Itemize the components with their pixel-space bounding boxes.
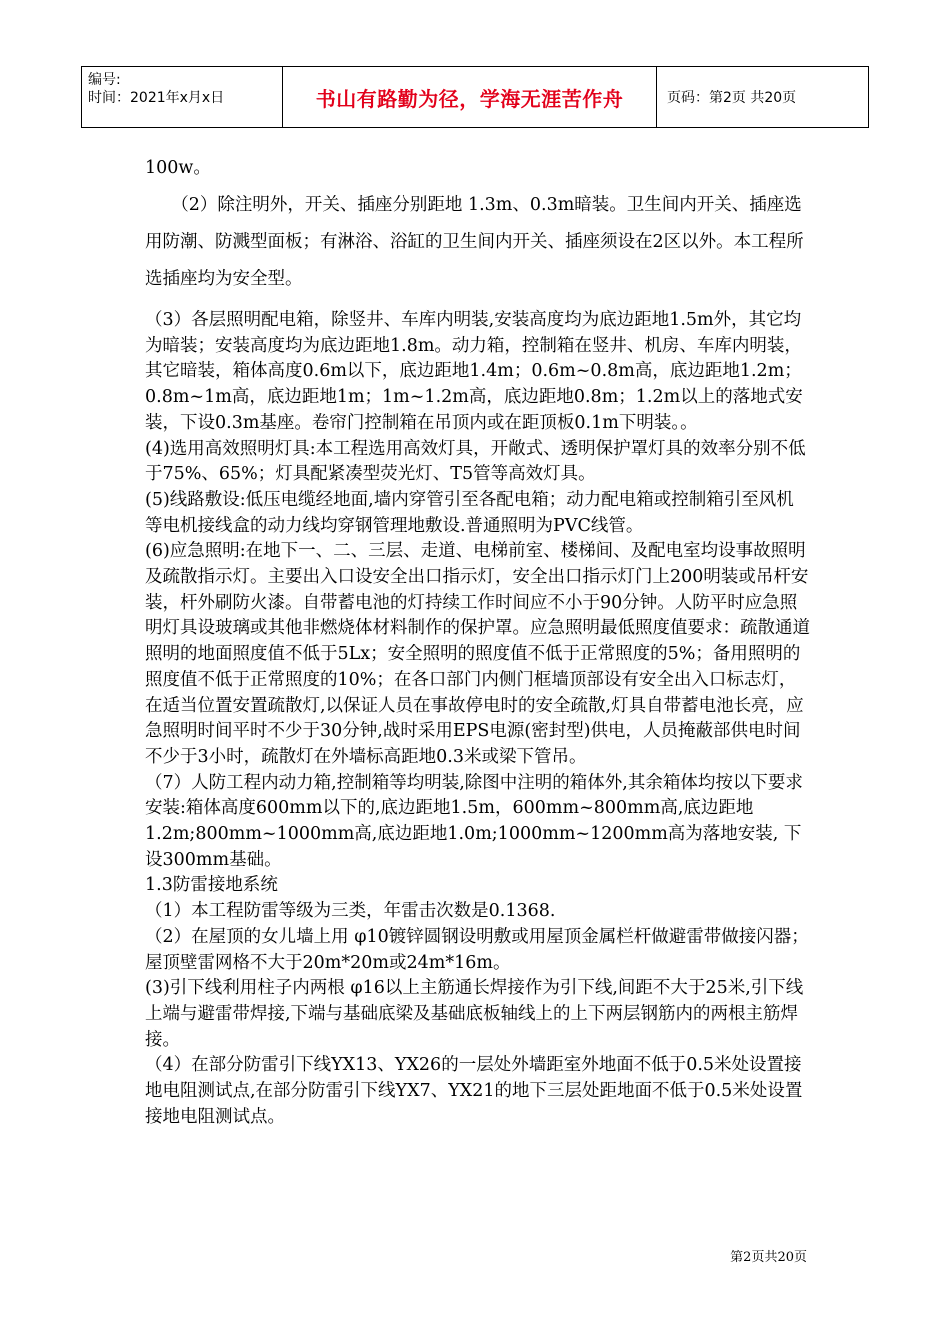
body-paragraph: （3）各层照明配电箱，除竖井、车库内明装,安装高度均为底边距地1.5m外，其它均为暗装；安装高度均为底边距地1.8m。动力箱，控制箱在竖井、机房、车库内明装，其它暗装，箱体高度0.6m以下，底边距地1.4m；0.6m~0.8m高，底边距地1.2m；0.8m~1m高，底边距地1m；1m~1.2m高，底边距地0.8m；1.2m以上的落地式安装，下设0.3m基座。卷帘门控制箱在吊顶内或在距顶板0.1m下明装。。	[145, 310, 803, 433]
body-paragraph: (6)应急照明:在地下一、二、三层、走道、电梯前室、楼梯间、及配电室均设事故照明及疏散指示灯。主要出入口设安全出口指示灯，安全出口指示灯门上200明装或吊杆安装，杆外刷防火漆。自带蓄电池的灯持续工作时间应不小于90分钟。人防平时应急照明灯具设玻璃或其他非燃烧体材料制作的保护罩。应急照明最低照度值要求：疏散通道照明的地面照度值不低于5Lx；安全照明的照度值不低于正常照度的5%；备用照明的照度值不低于正常照度的10%；在各口部门内侧门框墙顶部设有安全出入口标志灯，在适当位置安置疏散灯,以保证人员在事故停电时的安全疏散,灯具自带蓄电池长亮，应急照明时间平时不少于30分钟,战时采用EPS电源(密封型)供电，人员掩蔽部供电时间不少于3小时，疏散灯在外墙标高距地0.3米或梁下管吊。	[145, 541, 810, 767]
body-paragraph: 100w。	[145, 158, 211, 178]
body-paragraph: (5)线路敷设:低压电缆经地面,墙内穿管引至各配电箱；动力配电箱或控制箱引至风机等电机接线盒的动力线均穿钢管理地敷设.普通照明为PVC线管。	[145, 489, 794, 536]
header-motto: 书山有路勤为径，学海无涯苦作舟	[283, 67, 657, 127]
body-paragraph: （2）除注明外，开关、插座分别距地 1.3m、0.3m暗装。卫生间内开关、插座选用防潮、防溅型面板；有淋浴、浴缸的卫生间内开关、插座须设在2区以外。本工程所选插座均为安全型。	[145, 195, 804, 289]
document-time: 时间：2021年x月x日	[88, 90, 225, 106]
body-paragraph: （4）在部分防雷引下线YX13、YX26的一层处外墙距室外地面不低于0.5米处设置接地电阻测试点,在部分防雷引下线YX7、YX21的地下三层处距地面不低于0.5米处设置接地电阻测试点。	[145, 1055, 803, 1127]
document-body	[145, 150, 810, 1131]
body-paragraph: (3)引下线利用柱子内两根 φ16以上主筋通长焊接作为引下线,间距不大于25米,引下线上端与避雷带焊接,下端与基础底梁及基础底板轴线上的上下两层钢筋内的两根主筋焊接。	[145, 978, 804, 1050]
body-paragraph: （1）本工程防雷等级为三类，年雷击次数是0.1368.	[145, 901, 556, 922]
page-footer: 第2页共20页	[730, 1250, 807, 1265]
body-paragraph: （7）人防工程内动力箱,控制箱等均明装,除图中注明的箱体外,其余箱体均按以下要求安装:箱体高度600mm以下的,底边距地1.5m，600mm~800mm高,底边距地1.2m;800mm~1000mm高,底边距地1.0m;1000mm~1200mm高为落地安装, 下设300mm基础。	[145, 772, 803, 870]
body-paragraph: (4)选用高效照明灯具:本工程选用高效灯具，开敞式、透明保护罩灯具的效率分别不低于75%、65%；灯具配紧凑型荧光灯、T5管等高效灯具。	[145, 438, 806, 485]
section-heading: 1.3防雷接地系统	[145, 875, 278, 896]
header-meta	[82, 67, 283, 127]
document-number-label: 编号:	[88, 72, 121, 88]
header-page-info: 页码：第2页 共20页	[667, 90, 797, 106]
page-header	[81, 66, 869, 128]
body-paragraph: （2）在屋顶的女儿墙上用 φ10镀锌圆钢设明敷或用屋顶金属栏杆做避雷带做接闪器；屋顶壁雷网格不大于20m*20m或24m*16m。	[145, 926, 809, 973]
